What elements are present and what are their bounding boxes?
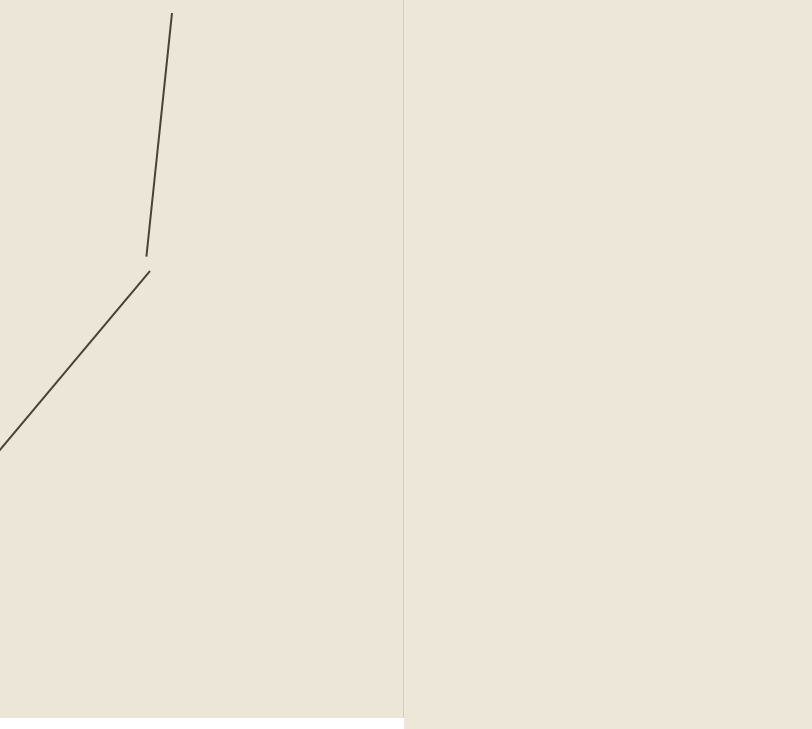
right-page [404, 0, 812, 729]
pencil-strike-2 [0, 270, 151, 461]
pencil-strike-1 [145, 13, 173, 257]
blank-margin [0, 718, 404, 729]
left-page [0, 0, 404, 729]
